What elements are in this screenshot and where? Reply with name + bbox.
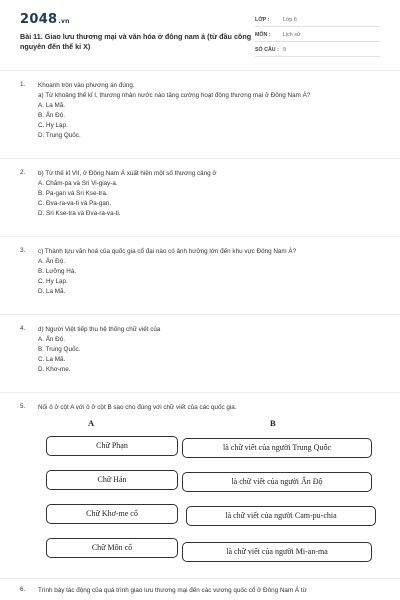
match-a-item[interactable]: Chữ Môn cổ [46,538,178,558]
option-b[interactable]: B. Ấn Độ. [38,112,65,119]
match-a-item[interactable]: Chữ Khơ-me cổ [46,504,178,524]
site-logo[interactable] [20,12,70,27]
divider [0,578,400,579]
option-a[interactable]: A. La Mã. [38,102,65,109]
question-stem: c) Thành tựu văn hoá của quốc gia cổ đại nào có ảnh hưởng lớn đến khu vực Đông Nam Á? [38,248,297,255]
match-b-item[interactable]: là chữ viết của người Ấn Độ [182,472,372,492]
question-stem: Nối ô ở cột A với ô ở cột B sao cho đúng với chữ viết của các quốc gia. [38,404,237,411]
option-d[interactable]: D. Khơ-me. [38,366,71,373]
question-stem: Trình bày tác động của quá trình giao lưu thương mại đến các vương quốc cổ ở Đông Nam Á từ [38,587,307,594]
option-a[interactable]: A. Ấn Độ. [38,336,65,343]
question-number: 2. [20,169,26,176]
meta-class-label: LỚP : [255,17,270,23]
option-c[interactable]: C. La Mã. [38,356,66,363]
option-b[interactable]: B. Trung Quốc. [38,346,81,353]
lesson-title: Bài 11. Giao lưu thương mại và văn hóa ở đông nam á (từ đầu công nguyên đến thế kỉ X) [20,32,252,51]
question-number: 5. [20,403,26,410]
question-1 [20,81,390,143]
option-d[interactable]: D. La Mã. [38,288,66,295]
divider [0,392,400,393]
option-c[interactable]: C. Đva-ra-va-ti và Pa-gan. [38,200,112,207]
question-instruction: Khoanh tròn vào phương án đúng. [38,82,135,89]
option-a[interactable]: A. Ấn Độ. [38,258,65,265]
page-header [0,0,400,62]
question-5 [20,403,390,415]
logo-suffix: .vn [58,18,70,25]
meta-count [255,44,380,57]
match-b-item[interactable]: là chữ viết của người Cam-pu-chia [186,506,376,526]
option-c[interactable]: C. Hy Lạp. [38,278,68,285]
question-3 [20,247,390,299]
match-a-item[interactable]: Chữ Phạn [46,436,178,456]
option-b[interactable]: B. Pa-gan và Sri Kse-tra. [38,190,108,197]
question-stem: b) Từ thế kỉ VII, ở Đông Nam Á xuất hiện một số thương cảng ở [38,170,217,177]
question-number: 4. [20,325,26,332]
meta-class-value: Lớp 6 [283,17,297,23]
divider [0,158,400,159]
question-2 [20,169,390,221]
matching-exercise [20,418,380,568]
meta-subject-label: MÔN : [255,32,271,38]
meta-subject [255,29,380,42]
option-b[interactable]: B. Lưỡng Hà. [38,268,77,275]
option-c[interactable]: C. Hy Lạp. [38,122,68,129]
question-stem: d) Người Việt tiếp thu hệ thống chữ viết của [38,326,161,333]
question-stem: a) Từ khoảng thế kỉ I, thương nhân nước nào tăng cường hoạt động thương mại ở Đông Nam Á? [38,92,311,99]
question-number: 6. [20,586,26,593]
column-a-header: A [88,418,95,428]
divider [0,314,400,315]
meta-subject-value: Lịch sử [283,32,301,38]
option-d[interactable]: D. Sri Kse-tra và Đva-ra-va-ti. [38,210,121,217]
column-b-header: B [270,418,276,428]
meta-count-value: 9 [283,47,286,53]
logo-text: 2048 [20,12,58,27]
option-d[interactable]: D. Trung Quốc. [38,132,81,139]
match-b-item[interactable]: là chữ viết của người Trung Quốc [182,438,372,458]
question-6 [20,586,390,598]
option-a[interactable]: A. Chăm-pa và Sri Vi-giay-a. [38,180,118,187]
divider [0,70,400,71]
question-4 [20,325,390,377]
match-b-item[interactable]: là chữ viết của người Mi-an-ma [182,542,372,562]
divider [0,236,400,237]
question-number: 3. [20,247,26,254]
match-a-item[interactable]: Chữ Hán [46,470,178,490]
question-number: 1. [20,81,26,88]
meta-count-label: SỐ CÂU : [255,47,279,53]
meta-class [255,14,380,27]
